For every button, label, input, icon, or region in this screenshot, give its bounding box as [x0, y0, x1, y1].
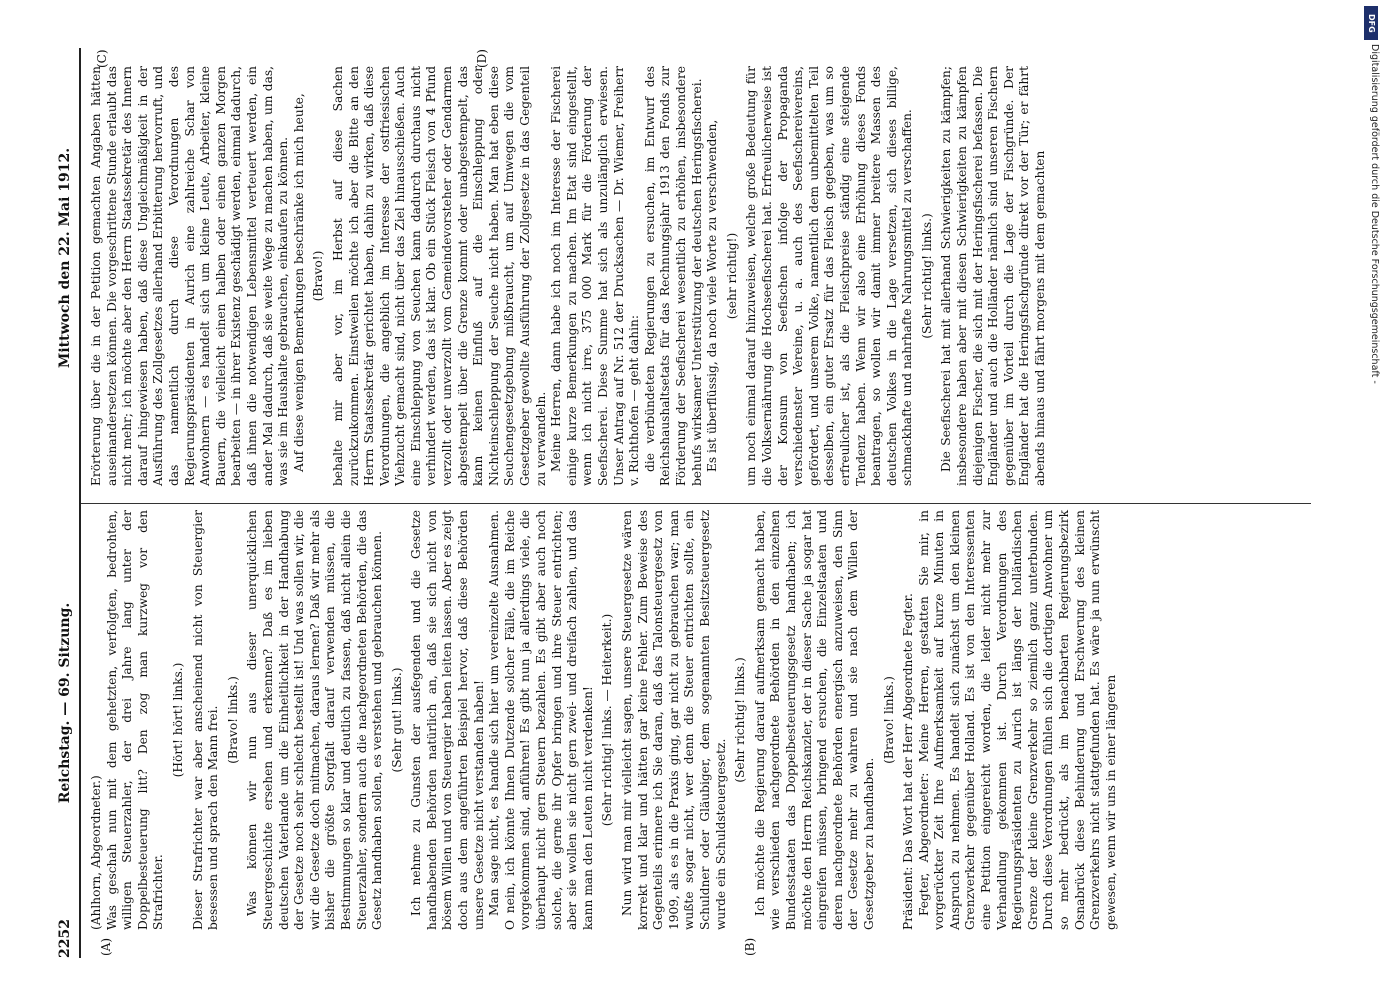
- paragraph: (Ahlhorn, Abgeordneter.): [89, 775, 103, 930]
- interjection: (Sehr richtig! links. — Heiterkeit.): [600, 613, 615, 827]
- column-divider: [81, 503, 1311, 504]
- paragraph: Man sage nicht, es handle sich hier um vereinzelte Ausnahmen. O nein, ich könnte Ihnen Dutzende solcher Fälle, die im Reiche vorgekommen sind, anführen! Es gibt nun ja allerdings viele, die überhaupt nicht gern Steuern bezahlen. Es gibt aber auch noch solche, die gerne ihr Opfer bringen und ihre Steuer entrichten; aber sie wollen sie nicht gern zwei- und dreifach zahlen, und das kann man den Leuten nicht verdenken!: [487, 510, 595, 930]
- right-text-column: [89, 66, 1049, 486]
- interjection: (Sehr richtig! links.): [733, 657, 748, 783]
- interjection: (Bravo! links.): [881, 676, 896, 764]
- right-running-title: Mittwoch den 22. Mai 1912.: [57, 147, 73, 369]
- margin-marker-c: (C): [95, 49, 109, 68]
- interjection: (Bravo!): [311, 250, 326, 302]
- paragraph: Fegter, Abgeordneter: Meine Herren, gestatten Sie mir, in vorgerückter Zeit Ihre Aufmerksamkeit auf kurze Minuten in Anspruch zu nehmen. Es handelt sich zunächst um den kleinen Grenzverkehr gegenüber Holland. Es ist von den Interessenten eine Petition eingereicht worden, die leider nicht mehr zur Verhandlung gekommen ist. Durch Verordnungen des Regierungspräsidenten zu Aurich ist längs der holländischen Grenze der kleine Grenzverkehr so ziemlich ganz unterbunden. Durch diese Verordnungen fühlen sich die dortigen Anwohner um so mehr bedrückt, als im benachbarten Regierungsbezirk Osnabrück diese Behinderung und Erschwerung des kleinen Grenzverkehrs nicht stattgefunden hat. Es wäre ja nun erwünscht gewesen, wenn wir uns in einer längeren: [916, 510, 1118, 930]
- interjection: (sehr richtig!): [724, 232, 739, 320]
- paragraph: um noch einmal darauf hinzuweisen, welche große Bedeutung für die Volksernährung die Hochseefischerei hat. Erfreulicherweise ist der Konsum von Seefischen infolge der Propaganda verschiedenster Vereine, u. a. auch des Seefischereivereins, gefördert, und unserem Volke, namentlich dem unbemittelten Teil desselben, ein guter Ersatz für das Fleisch gegeben, was um so erfreulicher ist, als die Fleischpreise ständig eine steigende Tendenz haben. Wenn wir also eine Erhöhung dieses Fonds beantragen, so wollen wir damit immer breitere Massen des deutschen Volkes in die Lage versetzen, sich dieses billige, schmackhafte und nahrhafte Nahrungsmittel zu verschaffen.: [744, 66, 915, 486]
- margin-marker-a: (A): [99, 937, 113, 956]
- paragraph: Meine Herren, dann habe ich noch im Interesse der Fischerei einige kurze Bemerkungen zu machen. Im Etat sind eingestellt, wenn ich nicht irre, 375 000 Mark für die Förderung der Seefischerei. Diese Summe hat sich als unzulänglich erwiesen. Unser Antrag auf Nr. 512 der Drucksachen — Dr. Wiemer, Freiherr v. Richthofen — geht dahin:: [549, 66, 642, 486]
- paragraph: Erörterung über die in der Petition gemachten Angaben hätten auseinandersetzen können. Die vorgeschrittene Stunde erlaubt das nicht mehr; ich möchte aber den Herrn Staatssekretär des Innern darauf hingewiesen haben, daß diese Ungleichmäßigkeit in der Ausführung des Zollgesetzes allerhand Erbitterung hervorruft, und das namentlich durch diese Verordnungen des Regierungspräsidenten in Aurich eine zahlreiche Schar von Anwohnern — es handelt sich um kleine Leute, Arbeiter, kleine Bauern, die vielleicht einen halben oder einen ganzen Morgen bearbeiten — in ihrer Existenz geschädigt werden, einmal dadurch, daß ihnen die notwendigen Lebensmittel verteuert werden, ein ander Mal dadurch, daß sie weite Wege zu machen haben, um das, was sie im Haushalte gebrauchen, einkaufen zu können.: [89, 66, 291, 486]
- interjection: (Sehr gut! links.): [389, 667, 404, 773]
- paragraph: Es ist überflüssig, da noch viele Worte zu verschwenden,: [705, 119, 720, 472]
- paragraph: Was geschah nun mit dem gehetzten, verfolgten, bedrohten, willigen Steuerzahler, der drei Jahre lang unter der Doppelbesteuerung litt? Den zog man kurzweg vor den Strafrichter.: [104, 510, 166, 930]
- paragraph: die verbündeten Regierungen zu ersuchen, im Entwurf des Reichshaushaltsetats für das Rechnungsjahr 1913 den Fonds zur Förderung der Seefischerei wesentlich zu erhöhen, insbesondere behufs wirksamer Unterstützung der deutschen Heringsfischerei.: [642, 66, 704, 486]
- interjection: (Sehr richtig! links.): [919, 213, 934, 339]
- margin-marker-d: (D): [475, 49, 489, 68]
- page-header: [55, 48, 81, 958]
- interjection: (Hört! hört! links.): [170, 662, 185, 778]
- page-number: 2252: [57, 919, 73, 958]
- paragraph: behalte mir aber vor, im Herbst auf diese Sachen zurückzukommen. Einstweilen möchte ich aber die Bitte an den Herrn Staatssekretär gerichtet haben, dahin zu wirken, daß diese Verordnungen, die angeblich im Interesse der ostfriesischen Viehzucht gemacht sind, nicht über das Ziel hinausschießen. Auch eine Einschleppung von Seuchen kann dadurch durchaus nicht verhindert werden, das ist klar. Ob ein Stück Fleisch von 4 Pfund verzollt oder unverzollt vom Gemeindevorsteher oder Gendarmen abgestempelt über die Grenze kommt oder unabgestempelt, das kann keinen Einfluß auf die Einschleppung oder Nichteinschleppung der Seuche nicht haben. Man hat eben diese Seuchengesetzgebung mißbraucht, um auf Umwegen die vom Gesetzgeber gewollte Ausführung der Zollgesetze in das Gegenteil zu verwandeln.: [330, 66, 548, 486]
- digitization-credit: Digitalisierung gefördert durch die Deutsche Forschungsgemeinschaft -: [1369, 44, 1380, 384]
- margin-marker-b: (B): [743, 937, 757, 956]
- paragraph: Ich nehme zu Gunsten der ausfegenden und die Gesetze handhabenden Behörden natürlich an, daß sie sich nicht von bösem Willen und von Steuergier haben leiten lassen. Aber es zeigt doch aus dem angeführten Beispiel hervor, daß diese Behörden unsere Gesetze nicht verstanden haben!: [409, 510, 486, 930]
- paragraph: Präsident: Das Wort hat der Herr Abgeordnete Fegter.: [901, 593, 916, 930]
- left-text-column: [89, 510, 1119, 930]
- paragraph: Auf diese wenigen Bemerkungen beschränke ich mich heute,: [291, 93, 306, 472]
- paragraph: Dieser Strafrichter war aber anscheinend nicht von Steuergier besessen und sprach den Mann frei.: [190, 510, 221, 930]
- dfg-logo: DFG: [1364, 6, 1378, 40]
- interjection: (Bravo! links.): [225, 676, 240, 764]
- paragraph: Die Seefischerei hat mit allerhand Schwierigkeiten zu kämpfen; insbesondere haben aber mit diesen Schwierigkeiten zu kämpfen diejenigen Fischer, die sich mit der Heringsfischerei befassen. Die Engländer und auch die Holländer nämlich sind unseren Fischern gegenüber im Vorteil durch die Lage der Fischgründe. Der Engländer hat die Heringsfischgründe direkt vor der Tür; er fährt abends hinaus und fährt morgens mit dem gemachten: [939, 66, 1048, 486]
- left-running-title: Reichstag. — 69. Sitzung.: [57, 602, 73, 804]
- paragraph: Ich möchte die Regierung darauf aufmerksam gemacht haben, wie verschieden nachgeordnete Behörden in den einzelnen Bundesstaaten das Doppelbesteuerungsgesetz handhaben; ich möchte den Herrn Reichskanzler, der in dieser Sache ja sogar hat eingreifen müssen, bringend ersuchen, die Einzelstaaten und deren nachgeordnete Behörden energisch anzuweisen, den Sinn der Gesetze mehr zu wahren und sie nach dem Willen der Gesetzgeber zu handhaben.: [752, 510, 876, 930]
- rotated-page: [55, 48, 1320, 958]
- paragraph: Nun wird man mir vielleicht sagen, unsere Steuergesetze wären korrekt und klar und hätten gar keine Fehler. Zum Beweise des Gegenteils erinnere ich Sie daran, daß das Talonsteuergesetz von 1909, als es in die Praxis ging, gar nicht zu gebrauchen war; man wußte sogar nicht, wer denn die Steuer entrichten sollte, ein Schuldner oder Gläubiger, dem sogenannten Besitzsteuergesetz wurde ein Schuldsteuergesetz.: [620, 510, 728, 930]
- paragraph: Was können wir nun aus dieser unerquicklichen Steuergeschichte ersehen und erkennen? Daß es im lieben deutschen Vaterlande um die Einheitlichkeit in der Handhabung der Gesetze noch sehr schlecht bestellt ist! Und was sollen wir, die wir die Gesetze doch mitmachen, daraus lernen? Daß wir mehr als bisher die größte Sorgfalt darauf verwenden müssen, die Bestimmungen so klar und deutlich zu fassen, daß nicht allein die Steuerzahler, sondern auch die nachgeordneten Behörden, die das Gesetz handhaben sollen, es verstehen und gebrauchen können.: [245, 510, 385, 930]
